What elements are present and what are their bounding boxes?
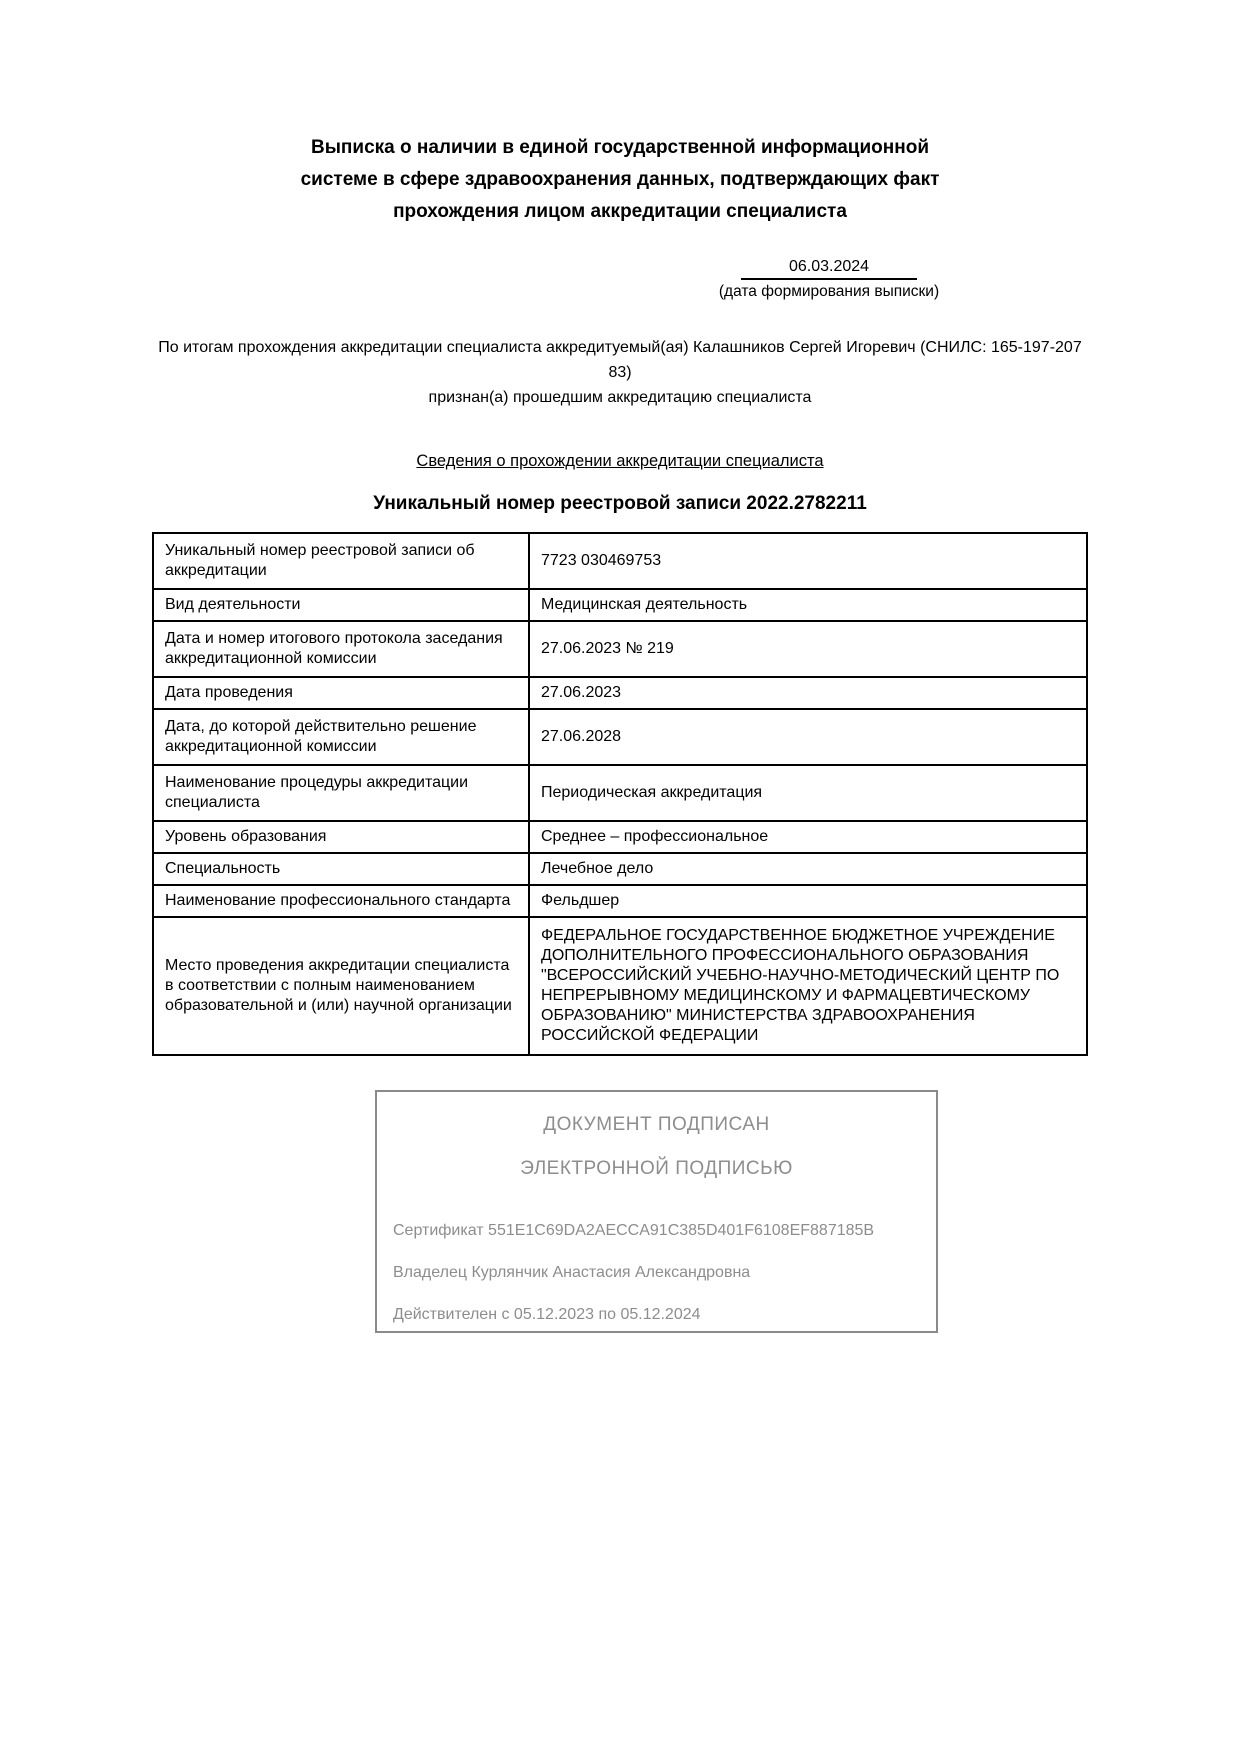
row-label: Место проведения аккредитации специалиста в соответствии с полным наименованием образовательной и (или) научной организации (153, 917, 529, 1055)
validity-line: Действителен с 05.12.2023 по 05.12.2024 (393, 1306, 701, 1323)
row-value: 27.06.2028 (529, 709, 1087, 765)
signature-title-line: ДОКУМЕНТ ПОДПИСАН (543, 1114, 770, 1135)
row-label: Дата проведения (153, 677, 529, 709)
row-value: Фельдшер (529, 885, 1087, 917)
registry-number-heading: Уникальный номер реестровой записи 2022.2782211 (373, 493, 867, 514)
row-value: 27.06.2023 № 219 (529, 621, 1087, 677)
document-title-line: прохождения лицом аккредитации специалиста (393, 201, 847, 222)
document-title-line: Выписка о наличии в единой государственной информационной (310, 137, 930, 158)
table-row (153, 765, 1087, 821)
table-row (153, 677, 1087, 709)
document-title (0, 0, 1240, 228)
intro-paragraph (152, 335, 1088, 410)
row-label: Наименование профессионального стандарта (153, 885, 529, 917)
generation-date-caption: (дата формирования выписки) (718, 283, 940, 300)
accreditation-table (152, 532, 1088, 1056)
table-row (153, 709, 1087, 765)
signature-title-line: ЭЛЕКТРОННОЙ ПОДПИСЬЮ (520, 1158, 793, 1179)
row-value: Медицинская деятельность (529, 589, 1087, 621)
row-label: Специальность (153, 853, 529, 885)
row-label: Уровень образования (153, 821, 529, 853)
table-row (153, 917, 1087, 1055)
section-heading: Сведения о прохождении аккредитации специалиста (416, 452, 824, 470)
generation-date-block (713, 258, 945, 301)
electronic-signature-box (375, 1090, 938, 1333)
document-title-line: системе в сфере здравоохранения данных, подтверждающих факт (300, 169, 940, 190)
table-row (153, 885, 1087, 917)
table-row (153, 533, 1087, 589)
intro-line: По итогам прохождения аккредитации специалиста аккредитуемый(ая) Калашников Сергей Игоревич (СНИЛС: 165-197-207 83) (158, 339, 1082, 381)
row-value: 27.06.2023 (529, 677, 1087, 709)
intro-line: признан(а) прошедшим аккредитацию специалиста (428, 389, 812, 406)
row-label: Уникальный номер реестровой записи об аккредитации (153, 533, 529, 589)
owner-line: Владелец Курлянчик Анастасия Александровна (393, 1264, 751, 1281)
row-label: Дата, до которой действительно решение аккредитационной комиссии (153, 709, 529, 765)
row-value: ФЕДЕРАЛЬНОЕ ГОСУДАРСТВЕННОЕ БЮДЖЕТНОЕ УЧРЕЖДЕНИЕ ДОПОЛНИТЕЛЬНОГО ПРОФЕССИОНАЛЬНОГО ОБРАЗОВАНИЯ "ВСЕРОССИЙСКИЙ УЧЕБНО-НАУЧНО-МЕТОДИЧЕСКИЙ ЦЕНТР ПО НЕПРЕРЫВНОМУ МЕДИЦИНСКОМУ И ФАРМАЦЕВТИЧЕСКОМУ ОБРАЗОВАНИЮ" МИНИСТЕРСТВА ЗДРАВООХРАНЕНИЯ РОССИЙСКОЙ ФЕДЕРАЦИИ (529, 917, 1087, 1055)
certificate-line: Сертификат 551E1C69DA2AECCA91C385D401F6108EF887185B (393, 1222, 875, 1239)
generation-date: 06.03.2024 (741, 258, 917, 280)
signature-details (393, 1222, 920, 1324)
table-row (153, 589, 1087, 621)
row-value: Периодическая аккредитация (529, 765, 1087, 821)
row-label: Вид деятельности (153, 589, 529, 621)
table-row (153, 853, 1087, 885)
row-label: Дата и номер итогового протокола заседания аккредитационной комиссии (153, 621, 529, 677)
row-label: Наименование процедуры аккредитации специалиста (153, 765, 529, 821)
row-value: 7723 030469753 (529, 533, 1087, 589)
table-row (153, 621, 1087, 677)
row-value: Лечебное дело (529, 853, 1087, 885)
table-row (153, 821, 1087, 853)
row-value: Среднее – профессиональное (529, 821, 1087, 853)
